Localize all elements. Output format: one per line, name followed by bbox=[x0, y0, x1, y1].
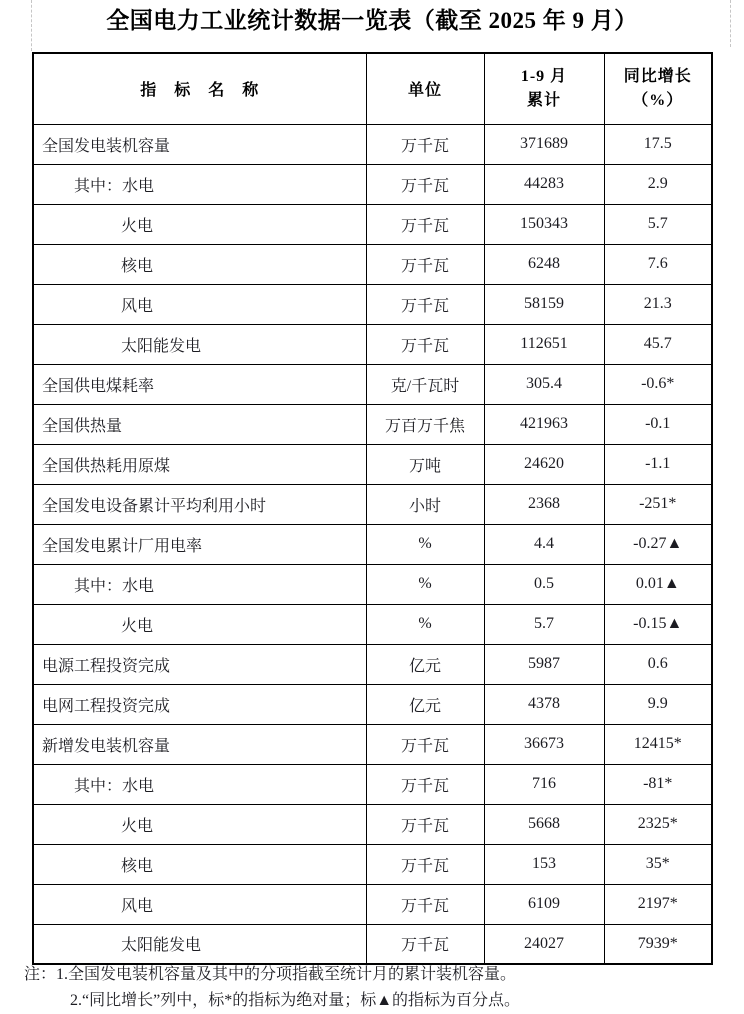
header-yoy-line1: 同比增长 bbox=[623, 67, 692, 85]
unit-cell: 亿元 bbox=[366, 684, 484, 724]
table-row bbox=[33, 844, 712, 884]
unit-cell: 万千瓦 bbox=[366, 804, 484, 844]
cumulative-value-cell: 4378 bbox=[484, 684, 604, 724]
table-row bbox=[33, 444, 712, 484]
unit-cell: 万千瓦 bbox=[366, 884, 484, 924]
yoy-growth-cell: -0.6* bbox=[604, 364, 712, 404]
table-row bbox=[33, 644, 712, 684]
table-row bbox=[33, 284, 712, 324]
indicator-name-cell: 风电 bbox=[33, 884, 366, 924]
cumulative-value-cell: 6248 bbox=[484, 244, 604, 284]
indicator-name-cell: 太阳能发电 bbox=[33, 324, 366, 364]
yoy-growth-cell: 12415* bbox=[604, 724, 712, 764]
cumulative-value-cell: 0.5 bbox=[484, 564, 604, 604]
note-line-1: 注：1.全国发电装机容量及其中的分项指截至统计月的累计装机容量。 bbox=[24, 966, 517, 983]
indicator-name-cell: 火电 bbox=[33, 604, 366, 644]
indicator-name-cell: 全国供热耗用原煤 bbox=[33, 444, 366, 484]
table-row bbox=[33, 324, 712, 364]
indicator-name-cell: 电源工程投资完成 bbox=[33, 644, 366, 684]
yoy-growth-cell: 9.9 bbox=[604, 684, 712, 724]
yoy-growth-cell: 45.7 bbox=[604, 324, 712, 364]
cumulative-value-cell: 24620 bbox=[484, 444, 604, 484]
yoy-growth-cell: -0.27▲ bbox=[604, 524, 712, 564]
power-statistics-table bbox=[32, 52, 713, 965]
yoy-growth-cell: 0.01▲ bbox=[604, 564, 712, 604]
unit-cell: 万千瓦 bbox=[366, 244, 484, 284]
page-title: 全国电力工业统计数据一览表（截至 2025 年 9 月） bbox=[106, 8, 638, 33]
table-row bbox=[33, 564, 712, 604]
cumulative-value-cell: 305.4 bbox=[484, 364, 604, 404]
indicator-name-cell: 新增发电装机容量 bbox=[33, 724, 366, 764]
cumulative-value-cell: 421963 bbox=[484, 404, 604, 444]
yoy-growth-cell: -1.1 bbox=[604, 444, 712, 484]
header-indicator-name: 指 标 名 称 bbox=[33, 53, 366, 124]
note-line-2: 2.“同比增长”列中，标*的指标为绝对量；标▲的指标为百分点。 bbox=[70, 992, 521, 1009]
table-row bbox=[33, 804, 712, 844]
indicator-name-cell: 其中：水电 bbox=[33, 764, 366, 804]
table-row bbox=[33, 244, 712, 284]
yoy-growth-cell: 2325* bbox=[604, 804, 712, 844]
unit-cell: 万千瓦 bbox=[366, 164, 484, 204]
table-row bbox=[33, 604, 712, 644]
yoy-growth-cell: 2197* bbox=[604, 884, 712, 924]
table-row bbox=[33, 884, 712, 924]
table-row bbox=[33, 924, 712, 964]
indicator-name-cell: 其中：水电 bbox=[33, 164, 366, 204]
unit-cell: 万千瓦 bbox=[366, 324, 484, 364]
table-row bbox=[33, 684, 712, 724]
yoy-growth-cell: 7939* bbox=[604, 924, 712, 964]
unit-cell: % bbox=[366, 524, 484, 564]
indicator-name-cell: 核电 bbox=[33, 844, 366, 884]
unit-cell: 万千瓦 bbox=[366, 844, 484, 884]
table-row bbox=[33, 764, 712, 804]
yoy-growth-cell: 0.6 bbox=[604, 644, 712, 684]
unit-cell: % bbox=[366, 604, 484, 644]
header-period-line1: 1-9 月 bbox=[520, 67, 568, 85]
unit-cell: 万吨 bbox=[366, 444, 484, 484]
cumulative-value-cell: 2368 bbox=[484, 484, 604, 524]
table-row bbox=[33, 484, 712, 524]
table-row bbox=[33, 404, 712, 444]
table-row bbox=[33, 724, 712, 764]
yoy-growth-cell: 7.6 bbox=[604, 244, 712, 284]
cumulative-value-cell: 716 bbox=[484, 764, 604, 804]
yoy-growth-cell: -0.15▲ bbox=[604, 604, 712, 644]
indicator-name-cell: 全国供热量 bbox=[33, 404, 366, 444]
cumulative-value-cell: 150343 bbox=[484, 204, 604, 244]
header-period-line2: 累计 bbox=[526, 91, 561, 109]
indicator-name-cell: 全国发电设备累计平均利用小时 bbox=[33, 484, 366, 524]
table-row bbox=[33, 204, 712, 244]
yoy-growth-cell: -81* bbox=[604, 764, 712, 804]
table-row bbox=[33, 124, 712, 164]
header-unit: 单位 bbox=[366, 53, 484, 124]
indicator-name-cell: 全国供电煤耗率 bbox=[33, 364, 366, 404]
cumulative-value-cell: 5.7 bbox=[484, 604, 604, 644]
cumulative-value-cell: 24027 bbox=[484, 924, 604, 964]
unit-cell: 万千瓦 bbox=[366, 764, 484, 804]
unit-cell: 克/千瓦时 bbox=[366, 364, 484, 404]
table-header-row bbox=[33, 53, 712, 124]
indicator-name-cell: 全国发电累计厂用电率 bbox=[33, 524, 366, 564]
cumulative-value-cell: 58159 bbox=[484, 284, 604, 324]
unit-cell: 万千瓦 bbox=[366, 724, 484, 764]
yoy-growth-cell: -0.1 bbox=[604, 404, 712, 444]
yoy-growth-cell: 5.7 bbox=[604, 204, 712, 244]
table-row bbox=[33, 364, 712, 404]
yoy-growth-cell: 21.3 bbox=[604, 284, 712, 324]
indicator-name-cell: 电网工程投资完成 bbox=[33, 684, 366, 724]
cumulative-value-cell: 5987 bbox=[484, 644, 604, 684]
indicator-name-cell: 核电 bbox=[33, 244, 366, 284]
unit-cell: 万千瓦 bbox=[366, 284, 484, 324]
cumulative-value-cell: 371689 bbox=[484, 124, 604, 164]
unit-cell: 万百万千焦 bbox=[366, 404, 484, 444]
cumulative-value-cell: 5668 bbox=[484, 804, 604, 844]
table-row bbox=[33, 524, 712, 564]
cumulative-value-cell: 153 bbox=[484, 844, 604, 884]
indicator-name-cell: 其中：水电 bbox=[33, 564, 366, 604]
yoy-growth-cell: 2.9 bbox=[604, 164, 712, 204]
notes bbox=[24, 962, 724, 1014]
cumulative-value-cell: 112651 bbox=[484, 324, 604, 364]
indicator-name-cell: 火电 bbox=[33, 204, 366, 244]
cumulative-value-cell: 6109 bbox=[484, 884, 604, 924]
unit-cell: 万千瓦 bbox=[366, 204, 484, 244]
indicator-name-cell: 火电 bbox=[33, 804, 366, 844]
unit-cell: 万千瓦 bbox=[366, 924, 484, 964]
yoy-growth-cell: -251* bbox=[604, 484, 712, 524]
indicator-name-cell: 风电 bbox=[33, 284, 366, 324]
indicator-name-cell: 全国发电装机容量 bbox=[33, 124, 366, 164]
unit-cell: 万千瓦 bbox=[366, 124, 484, 164]
header-period-cumulative bbox=[484, 53, 604, 124]
unit-cell: % bbox=[366, 564, 484, 604]
header-yoy-growth bbox=[604, 53, 712, 124]
yoy-growth-cell: 35* bbox=[604, 844, 712, 884]
unit-cell: 亿元 bbox=[366, 644, 484, 684]
cumulative-value-cell: 36673 bbox=[484, 724, 604, 764]
indicator-name-cell: 太阳能发电 bbox=[33, 924, 366, 964]
yoy-growth-cell: 17.5 bbox=[604, 124, 712, 164]
unit-cell: 小时 bbox=[366, 484, 484, 524]
header-yoy-line2: （%） bbox=[632, 91, 684, 109]
cumulative-value-cell: 44283 bbox=[484, 164, 604, 204]
cumulative-value-cell: 4.4 bbox=[484, 524, 604, 564]
table-row bbox=[33, 164, 712, 204]
